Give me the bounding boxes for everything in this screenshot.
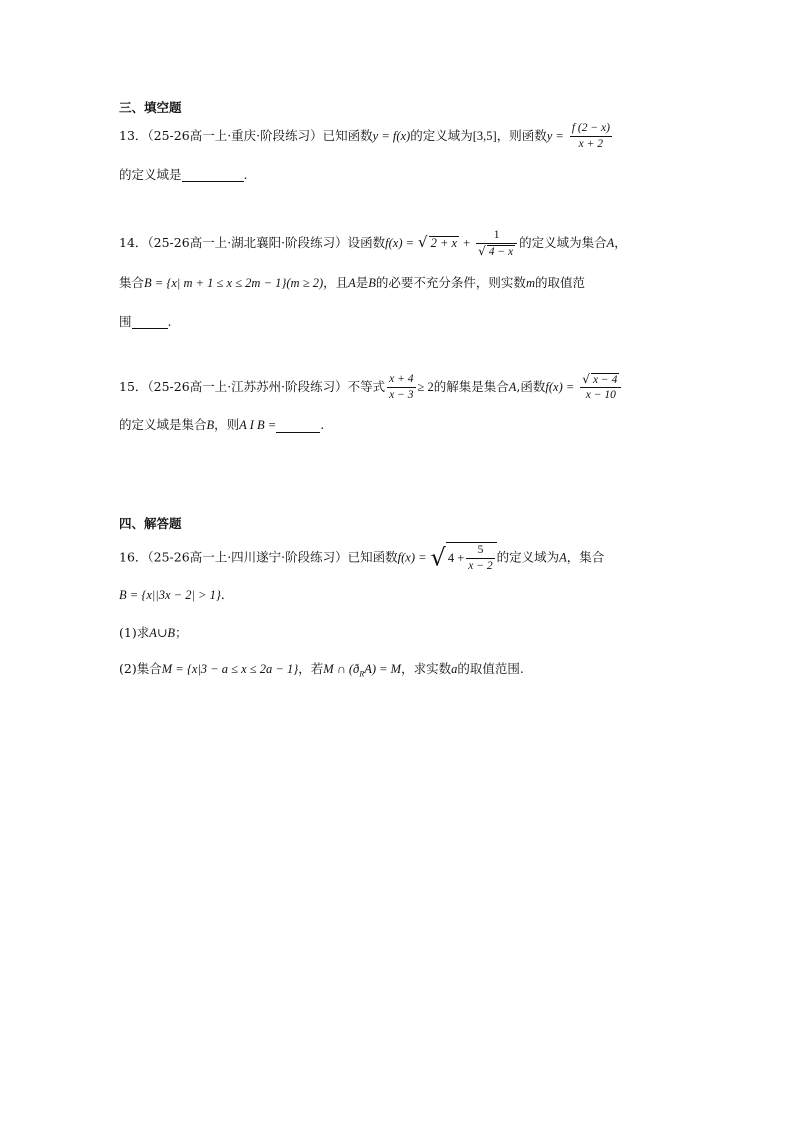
q14-line2-prefix: 集合 xyxy=(119,275,145,290)
sqrt-symbol-icon: √ xyxy=(478,244,486,258)
q15-A: A xyxy=(508,380,517,394)
q13-fraction xyxy=(570,121,612,152)
q15-f-num-sqrt: x − 4 xyxy=(592,374,618,386)
q14-line2-text2: 是 xyxy=(355,275,369,290)
q16-part1-end: ； xyxy=(174,625,188,640)
sqrt-symbol-icon: √ xyxy=(430,543,446,572)
q15-ineq-denominator: x − 3 xyxy=(389,389,414,401)
q16-part1-label: (1)求 xyxy=(119,625,150,640)
q15-line2-text: 的定义域是集合 xyxy=(119,417,207,432)
q14-line2-text4: 的取值范 xyxy=(534,275,585,290)
q14-f-lhs: f(x) = xyxy=(385,236,415,250)
q14-answer-blank[interactable] xyxy=(132,316,168,329)
q16-f-lhs: f(x) = xyxy=(397,550,427,565)
q16-part2-label: (2)集合 xyxy=(119,661,162,676)
q16-part1-expr: A∪B xyxy=(149,626,175,640)
q14-plus: + xyxy=(463,236,471,250)
q13-domain: [3,5] xyxy=(472,129,497,143)
q16-fraction xyxy=(466,543,494,574)
q15-f-numerator xyxy=(580,372,621,388)
q13-mid2: ，则函数 xyxy=(496,128,547,143)
q14-cond: (m ≥ 2) xyxy=(286,276,324,290)
question-16-part-1 xyxy=(119,625,187,641)
q16-prefix: 16．（25-26高一上·四川遂宁·阶段练习）已知函数 xyxy=(119,549,398,565)
q16-part2-set: M = {x|3 − a ≤ x ≤ 2a − 1} xyxy=(161,662,299,676)
q14-fraction-numerator: 1 xyxy=(476,228,517,244)
q14-line2-text1: ，且 xyxy=(323,275,349,290)
q16-mid: 的定义域为 xyxy=(496,549,560,565)
section-heading-fill-blank: 三、填空题 xyxy=(119,100,182,115)
q16-a: a xyxy=(451,662,458,676)
sqrt-symbol-icon: √ xyxy=(582,372,590,386)
q13-line2-text: 的定义域是 xyxy=(119,167,182,182)
question-16-part-2 xyxy=(119,661,524,679)
question-14-line-3 xyxy=(119,314,172,329)
q14-comma: ， xyxy=(614,235,627,250)
q14-m: m xyxy=(525,276,535,290)
question-15-line-2 xyxy=(119,417,324,433)
q14-setA: A xyxy=(606,236,615,250)
q14-mid: 的定义域为集合 xyxy=(519,235,607,250)
q16-part2-end: 的取值范围. xyxy=(457,661,524,676)
q15-mid2: ,函数 xyxy=(516,379,546,394)
question-13-line-1 xyxy=(119,121,614,152)
q16-part2-sub: R xyxy=(359,669,365,679)
q16-sqrt-body xyxy=(446,542,497,574)
q16-part2-mid2: ，求实数 xyxy=(401,661,452,676)
question-13-line-2 xyxy=(119,167,248,182)
question-15-line-1 xyxy=(119,372,623,403)
q15-mid: 的解集是集合 xyxy=(433,379,509,394)
q13-fraction-numerator: f (2 − x) xyxy=(570,121,612,137)
q15-f-fraction xyxy=(580,372,621,403)
q14-line2-text3: 的必要不充分条件，则实数 xyxy=(375,275,526,290)
section-heading-answer: 四、解答题 xyxy=(119,516,182,531)
q13-end: . xyxy=(243,167,248,182)
q15-line2-text2: ，则 xyxy=(214,417,240,432)
q13-fraction-denominator: x + 2 xyxy=(578,138,604,150)
q13-func2-lhs: y = xyxy=(546,129,564,143)
q16-part2-mid: ，若 xyxy=(298,661,324,676)
q15-set-op: A I B = xyxy=(239,418,277,432)
q13-answer-blank[interactable] xyxy=(182,169,244,182)
q14-end: . xyxy=(167,314,172,329)
q14-A: A xyxy=(348,276,356,290)
q16-fraction-denominator: x − 2 xyxy=(468,560,493,572)
q15-f-lhs: f(x) = xyxy=(545,380,575,394)
question-14-line-1 xyxy=(119,228,627,259)
q16-sqrt-in: 4 + xyxy=(447,551,465,565)
q14-prefix: 14．（25-26高一上·湖北襄阳·阶段练习）设函数 xyxy=(119,235,386,250)
q15-ineq-fraction xyxy=(387,372,415,403)
q14-sqrt1: 2 + x xyxy=(430,236,458,250)
q15-prefix: 15．（25-26高一上·江苏苏州·阶段练习）不等式 xyxy=(119,379,386,394)
question-14-line-2 xyxy=(119,275,585,291)
q13-prefix: 13．（25-26高一上·重庆·阶段练习）已知函数 xyxy=(119,128,373,143)
sqrt-symbol-icon: √ xyxy=(418,233,428,251)
q16-part2-cond: M ∩ (ð xyxy=(323,662,360,676)
q15-ineq-numerator: x + 4 xyxy=(387,372,415,388)
q15-B: B xyxy=(206,418,215,432)
question-16-line-2 xyxy=(119,587,233,603)
q16-A: A xyxy=(559,550,567,565)
q14-setB-expr: B = {x| m + 1 ≤ x ≤ 2m − 1} xyxy=(144,276,287,290)
q15-ineq-rhs: ≥ 2 xyxy=(417,380,434,394)
q15-answer-blank[interactable] xyxy=(276,420,320,433)
q16-setB: B = {x||3x − 2| > 1} xyxy=(119,588,221,602)
q16-mid2: ，集合 xyxy=(566,549,605,565)
q16-part2-cond2: A) = M xyxy=(364,662,402,676)
q14-fraction-denominator xyxy=(476,244,517,259)
question-16-line-1 xyxy=(119,542,604,574)
q13-mid: 的定义域为 xyxy=(410,128,473,143)
q15-end: . xyxy=(320,417,325,432)
q14-fraction xyxy=(476,228,517,259)
q14-B: B xyxy=(368,276,376,290)
q14-line3-text: 围 xyxy=(119,314,132,329)
q15-f-denominator: x − 10 xyxy=(585,389,616,401)
q13-func1: y = f(x) xyxy=(372,129,411,143)
q14-fraction-den-sqrt: 4 − x xyxy=(488,246,514,258)
q16-dot: ． xyxy=(220,587,234,602)
q16-fraction-numerator: 5 xyxy=(466,543,494,559)
